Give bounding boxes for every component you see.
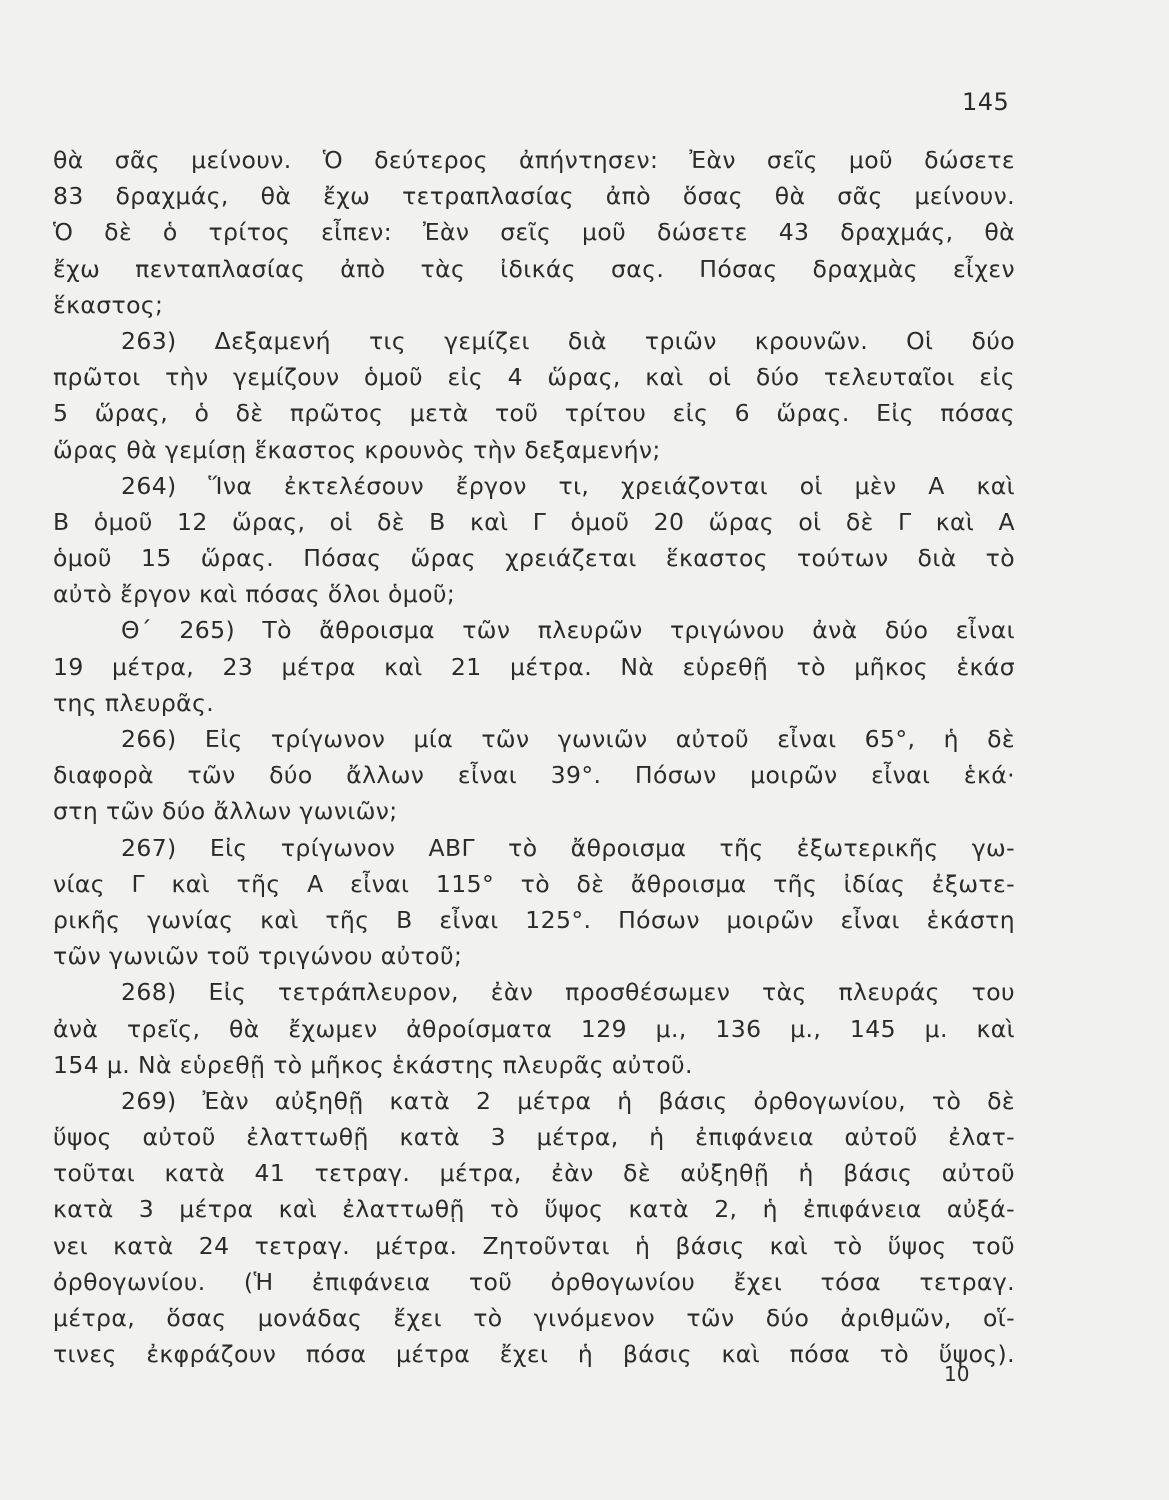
text-line: 269) Ἐὰν αὐξηθῇ κατὰ 2 μέτρα ἡ βάσις ὀρθογωνίου, τὸ δὲ — [121, 1086, 1015, 1115]
text-line: ὕψος αὐτοῦ ἐλαττωθῇ κατὰ 3 μέτρα, ἡ ἐπιφάνεια αὐτοῦ ἐλατ- — [53, 1123, 1015, 1152]
text-line: στη τῶν δύο ἄλλων γωνιῶν; — [53, 797, 398, 826]
text-line: ὀρθογωνίου. (Ἡ ἐπιφάνεια τοῦ ὀρθογωνίου ἔχει τόσα τετραγ. — [53, 1267, 1015, 1296]
text-line: νει κατὰ 24 τετραγ. μέτρα. Ζητοῦνται ἡ βάσις καὶ τὸ ὕψος τοῦ — [53, 1231, 1015, 1260]
signature-mark: 10 — [944, 1362, 970, 1386]
text-line: 154 μ. Νὰ εὑρεθῇ τὸ μῆκος ἑκάστης πλευρᾶς αὐτοῦ. — [53, 1050, 693, 1079]
text-line: τῶν γωνιῶν τοῦ τριγώνου αὐτοῦ; — [53, 942, 463, 971]
text-line: της πλευρᾶς. — [53, 688, 215, 717]
text-line: ρικῆς γωνίας καὶ τῆς Β εἶναι 125°. Πόσων μοιρῶν εἶναι ἑκάστη — [53, 905, 1015, 934]
text-line: ἔχω πενταπλασίας ἀπὸ τὰς ἰδικάς σας. Πόσας δραχμὰς εἶχεν — [53, 254, 1015, 283]
text-line: πρῶτοι τὴν γεμίζουν ὁμοῦ εἰς 4 ὥρας, καὶ οἱ δύο τελευταῖοι εἰς — [53, 363, 1015, 392]
text-line: Β ὁμοῦ 12 ὥρας, οἱ δὲ Β καὶ Γ ὁμοῦ 20 ὥρας οἱ δὲ Γ καὶ Α — [53, 507, 1015, 536]
text-line: ὁμοῦ 15 ὥρας. Πόσας ὥρας χρειάζεται ἕκαστος τούτων διὰ τὸ — [53, 544, 1015, 573]
page-body-text — [53, 142, 1015, 1372]
text-line: τινες ἐκφράζουν πόσα μέτρα ἔχει ἡ βάσις καὶ πόσα τὸ ὕψος). — [53, 1340, 1015, 1369]
text-line: 264) Ἵνα ἐκτελέσουν ἔργον τι, χρειάζονται οἱ μὲν Α καὶ — [121, 471, 1015, 500]
text-line: 267) Εἰς τρίγωνον ΑΒΓ τὸ ἄθροισμα τῆς ἐξωτερικῆς γω- — [121, 833, 1015, 862]
page-number: 145 — [962, 88, 1010, 116]
text-line: νίας Γ καὶ τῆς Α εἶναι 115° τὸ δὲ ἄθροισμα τῆς ἰδίας ἐξωτε- — [53, 869, 1015, 898]
text-line: ἀνὰ τρεῖς, θὰ ἔχωμεν ἀθροίσματα 129 μ., 136 μ., 145 μ. καὶ — [53, 1014, 1015, 1043]
text-line: 5 ὥρας, ὁ δὲ πρῶτος μετὰ τοῦ τρίτου εἰς 6 ὥρας. Εἰς πόσας — [53, 399, 1015, 428]
text-line: 263) Δεξαμενή τις γεμίζει διὰ τριῶν κρουνῶν. Οἱ δύο — [121, 326, 1015, 355]
text-line: αὐτὸ ἔργον καὶ πόσας ὅλοι ὁμοῦ; — [53, 580, 456, 609]
text-line: θὰ σᾶς μείνουν. Ὁ δεύτερος ἀπήντησεν: Ἐὰν σεῖς μοῦ δώσετε — [53, 146, 1015, 174]
text-line: διαφορὰ τῶν δύο ἄλλων εἶναι 39°. Πόσων μοιρῶν εἶναι ἑκά· — [53, 761, 1015, 790]
text-line: Ὁ δὲ ὁ τρίτος εἶπεν: Ἐὰν σεῖς μοῦ δώσετε 43 δραχμάς, θὰ — [53, 218, 1015, 247]
text-line: 19 μέτρα, 23 μέτρα καὶ 21 μέτρα. Νὰ εὑρεθῇ τὸ μῆκος ἑκάσ — [53, 652, 1015, 681]
text-line: ἕκαστος; — [53, 290, 164, 319]
text-line: ὥρας θὰ γεμίσῃ ἕκαστος κρουνὸς τὴν δεξαμενήν; — [53, 435, 661, 464]
text-line: τοῦται κατὰ 41 τετραγ. μέτρα, ἐὰν δὲ αὐξηθῇ ἡ βάσις αὐτοῦ — [53, 1159, 1015, 1188]
text-line: 268) Εἰς τετράπλευρον, ἐὰν προσθέσωμεν τὰς πλευράς του — [121, 978, 1015, 1007]
text-line: 266) Εἰς τρίγωνον μία τῶν γωνιῶν αὐτοῦ εἶναι 65°, ἡ δὲ — [121, 725, 1015, 753]
text-line: μέτρα, ὅσας μονάδας ἔχει τὸ γινόμενον τῶν δύο ἀριθμῶν, οἵ- — [53, 1304, 1015, 1332]
text-line: 83 δραχμάς, θὰ ἔχω τετραπλασίας ἀπὸ ὅσας θὰ σᾶς μείνουν. — [53, 182, 1015, 211]
text-line: κατὰ 3 μέτρα καὶ ἐλαττωθῇ τὸ ὕψος κατὰ 2, ἡ ἐπιφάνεια αὐξά- — [53, 1195, 1015, 1224]
text-line: Θ΄ 265) Τὸ ἄθροισμα τῶν πλευρῶν τριγώνου ἀνὰ δύο εἶναι — [121, 616, 1015, 645]
